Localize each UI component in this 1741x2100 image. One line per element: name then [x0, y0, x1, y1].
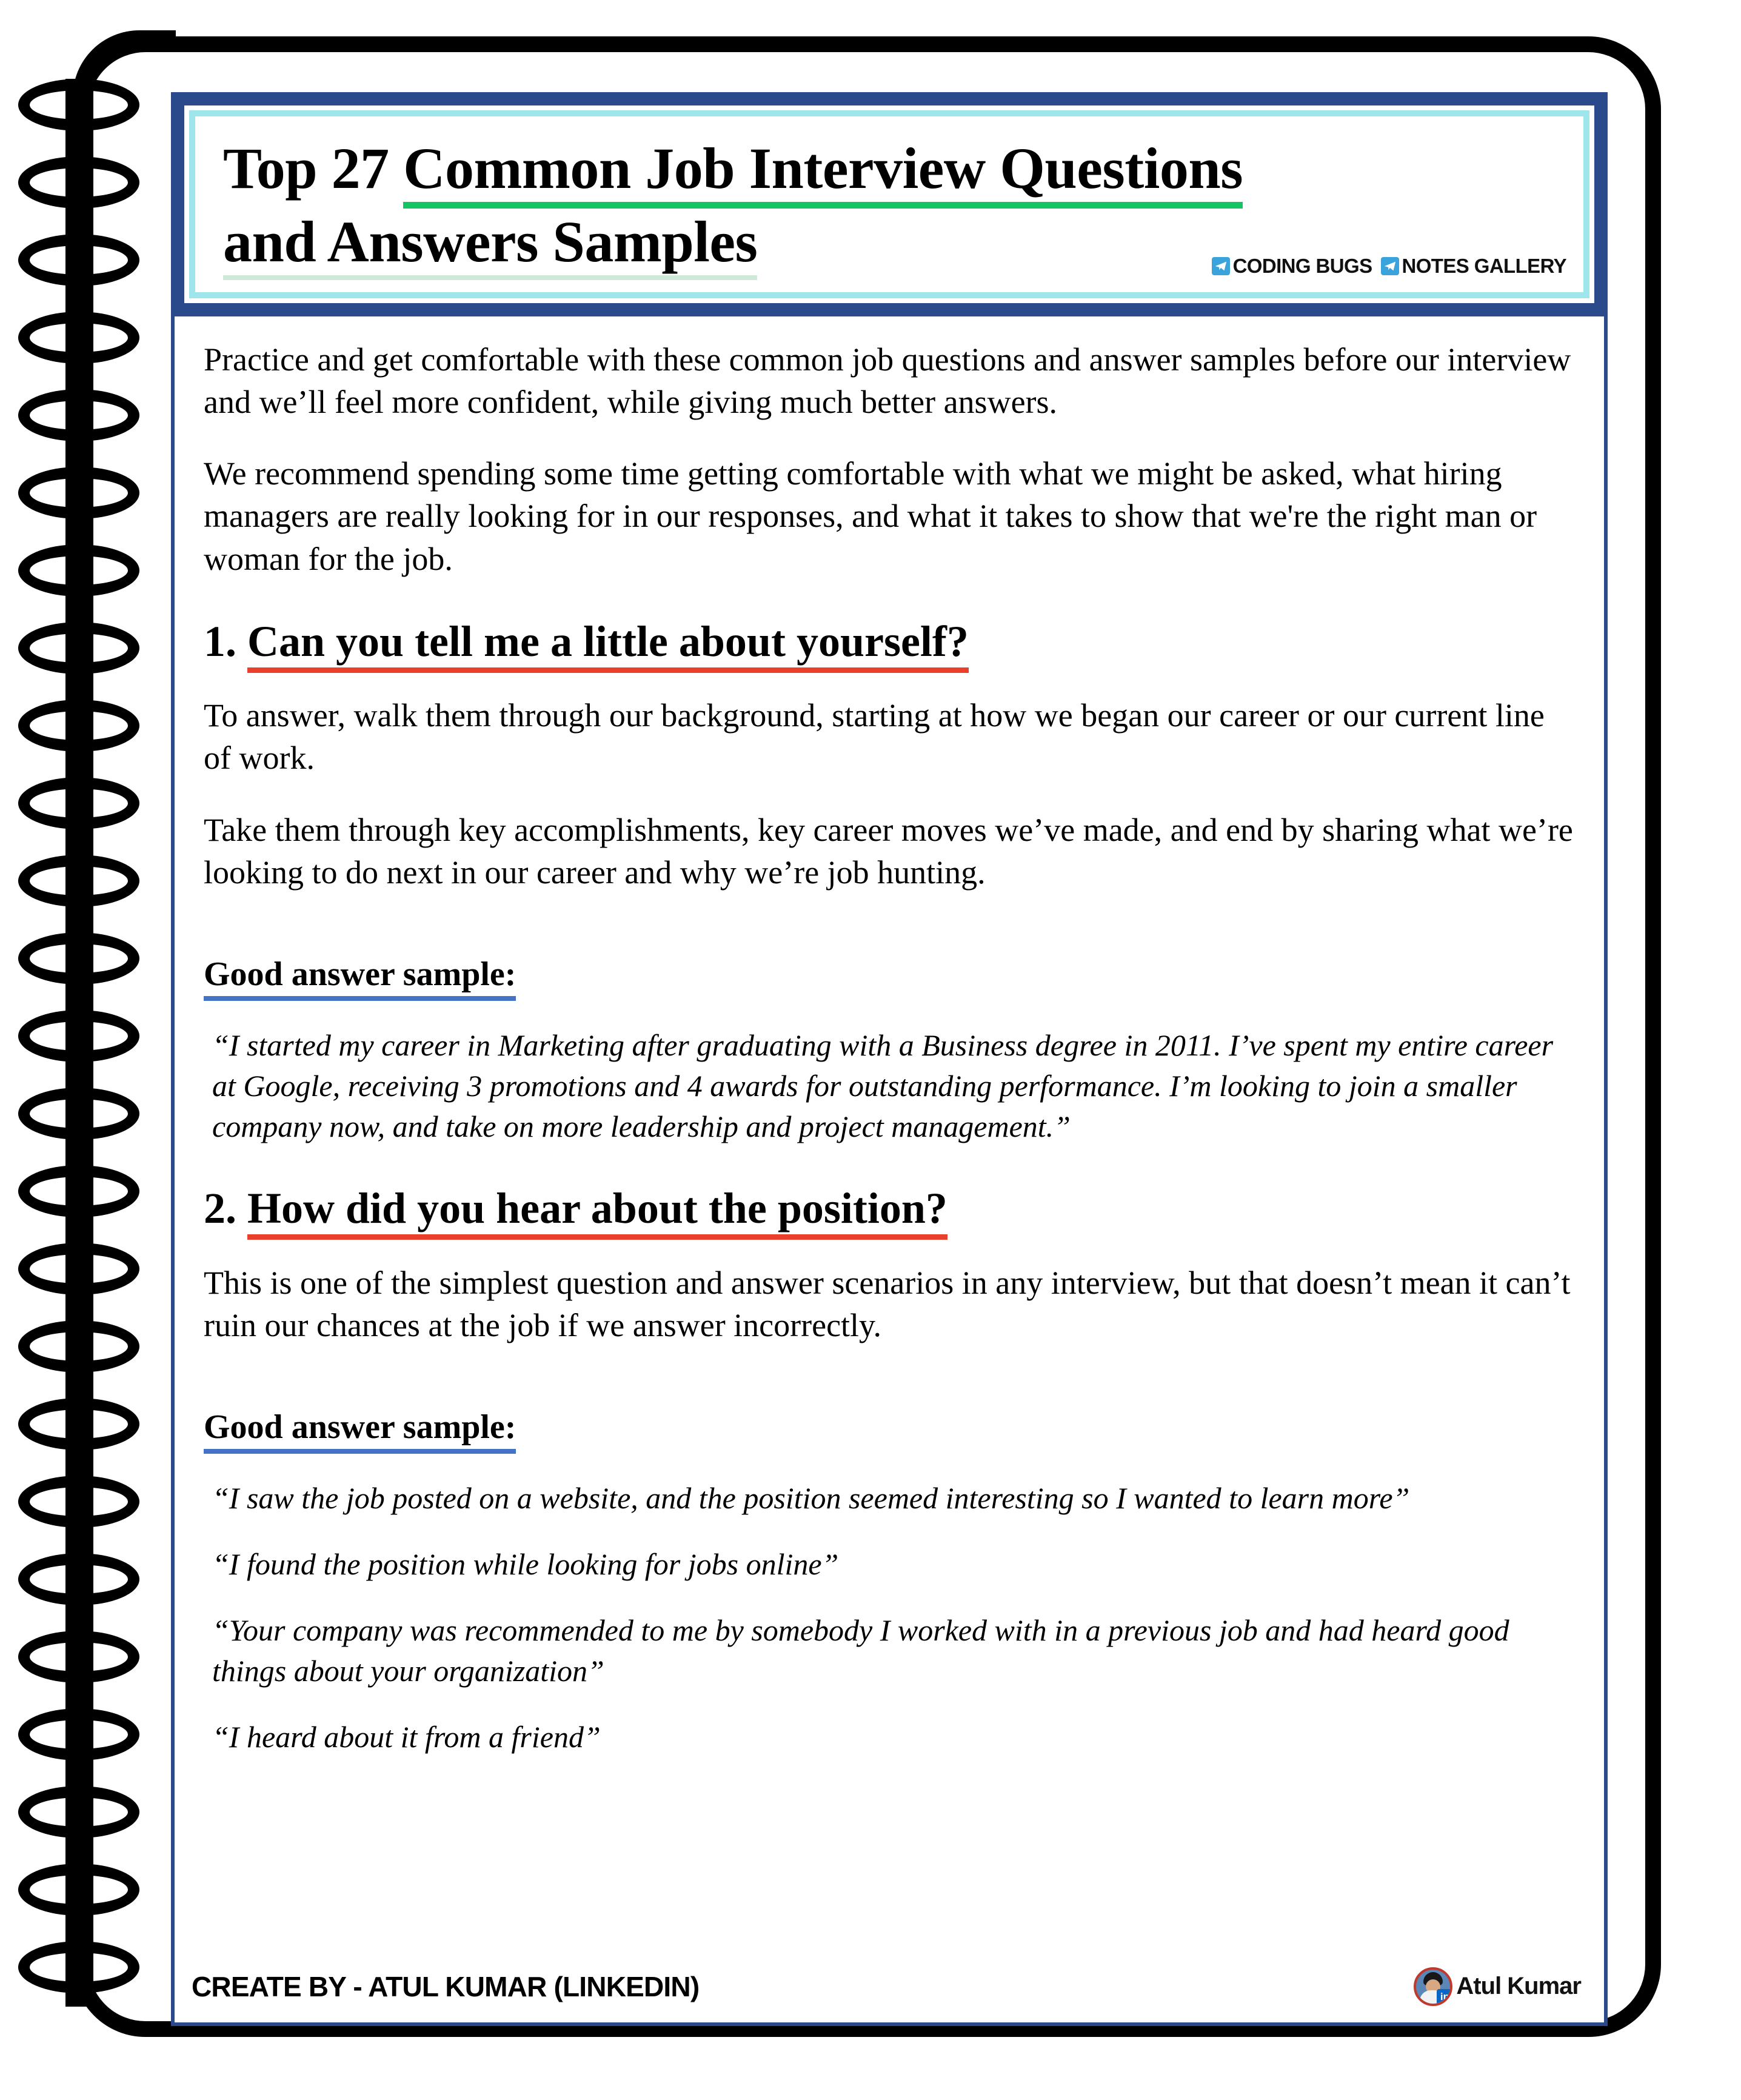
spiral-ring	[18, 467, 139, 519]
question-number-1: 1.	[204, 617, 236, 666]
telegram-icon	[1381, 257, 1399, 275]
spiral-ring	[18, 700, 139, 752]
spiral-ring	[18, 1243, 139, 1295]
question-2-sample-4: “I heard about it from a friend”	[212, 1720, 601, 1754]
badge-label-notes-gallery: NOTES GALLERY	[1402, 254, 1566, 277]
question-text-2: How did you hear about the position?	[247, 1184, 947, 1240]
spiral-ring	[18, 1320, 139, 1373]
spiral-ring	[18, 1088, 139, 1140]
spiral-ring	[18, 79, 139, 131]
spiral-ring	[18, 622, 139, 674]
badge-label-coding-bugs: CODING BUGS	[1232, 254, 1372, 277]
telegram-icon	[1212, 257, 1230, 275]
spiral-ring	[18, 1708, 139, 1761]
badge-coding-bugs[interactable]	[1212, 255, 1372, 278]
question-text-1: Can you tell me a little about yourself?	[247, 617, 969, 673]
question-number-2: 2.	[204, 1184, 236, 1233]
spiral-ring	[18, 389, 139, 441]
spiral-ring	[18, 1786, 139, 1838]
spiral-ring	[18, 1553, 139, 1605]
question-1-paragraph-2: Take them through key accomplishments, key career moves we’ve made, and end by sharing what we’re looking to do next in our career and why we’re job hunting.	[204, 811, 1573, 891]
title-underlined-1: Common Job Interview Questions	[403, 136, 1243, 209]
spiral-ring	[18, 1476, 139, 1528]
spiral-ring	[18, 156, 139, 209]
spiral-ring	[18, 777, 139, 829]
body-panel	[171, 316, 1608, 2026]
spiral-ring	[18, 1631, 139, 1683]
spiral-ring	[18, 855, 139, 907]
question-heading-1	[204, 615, 1575, 667]
spiral-ring	[18, 234, 139, 286]
author-name: Atul Kumar	[1456, 1973, 1581, 2000]
spiral-binding	[0, 55, 170, 2043]
linkedin-icon: in	[1437, 1989, 1452, 2005]
question-heading-2	[204, 1182, 1575, 1234]
question-2-sample-3: “Your company was recommended to me by somebody I worked with in a previous job and had heard good things about your organization”	[212, 1613, 1509, 1688]
header-badges	[1212, 255, 1566, 278]
document-page	[171, 92, 1608, 2005]
spiral-ring	[18, 1864, 139, 1916]
spiral-ring	[18, 544, 139, 597]
author-logo[interactable]	[1414, 1967, 1581, 2006]
spiral-ring	[18, 1010, 139, 1062]
question-1-paragraph-1: To answer, walk them through our background, starting at how we began our career or our current line of work.	[204, 697, 1545, 777]
intro-paragraph-1: Practice and get comfortable with these common job questions and answer samples before our interview and we’ll feel more confident, while giving much better answers.	[204, 341, 1571, 421]
spiral-ring	[18, 312, 139, 364]
question-1-sample-1: “I started my career in Marketing after graduating with a Business degree in 2011. I’ve spent my entire career at Google, receiving 3 promotions and 4 awards for outstanding performance. I’m looking to join a smaller company now, and take on more leadership and project management.”	[212, 1028, 1554, 1144]
spiral-ring	[18, 932, 139, 985]
footer-credit: CREATE BY - ATUL KUMAR (LINKEDIN)	[192, 1970, 700, 2002]
header-panel	[171, 92, 1608, 316]
title-prefix: Top 27	[223, 136, 404, 201]
avatar	[1414, 1967, 1452, 2006]
spiral-ring	[18, 1941, 139, 1993]
good-answer-sample-heading-1: Good answer sample:	[204, 954, 516, 1001]
intro-paragraph-2: We recommend spending some time getting comfortable with what we might be asked, what hiring managers are really looking for in our responses, and what it takes to show that we're the right man or woman for the job.	[204, 455, 1537, 577]
page-title-line-1	[223, 132, 1556, 206]
spiral-ring	[18, 1398, 139, 1450]
badge-notes-gallery[interactable]	[1381, 255, 1567, 278]
header-inner-frame	[189, 110, 1589, 298]
good-answer-sample-heading-2: Good answer sample:	[204, 1407, 516, 1454]
question-2-paragraph-1: This is one of the simplest question and answer scenarios in any interview, but that doesn’t mean it can’t ruin our chances at the job if we answer incorrectly.	[204, 1264, 1571, 1343]
footer	[175, 1951, 1604, 2022]
spiral-ring	[18, 1165, 139, 1217]
title-underlined-2: and Answers Samples	[223, 209, 757, 280]
question-2-sample-1: “I saw the job posted on a website, and the position seemed interesting so I wanted to learn more”	[212, 1481, 1410, 1516]
question-2-sample-2: “I found the position while looking for jobs online”	[212, 1547, 839, 1582]
